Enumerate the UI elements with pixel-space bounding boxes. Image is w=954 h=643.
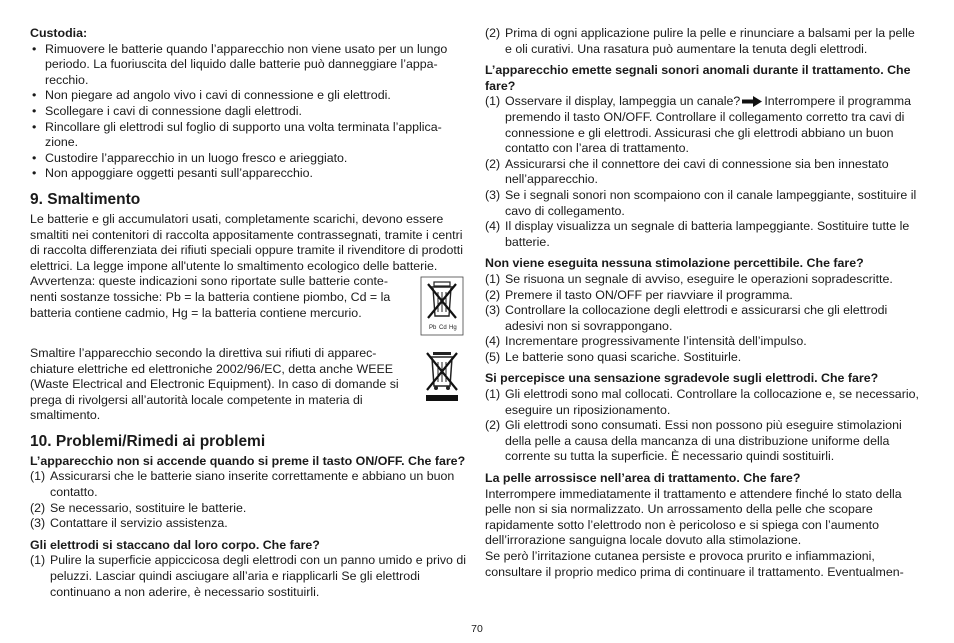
list-item <box>485 334 925 350</box>
item-text: Assicurarsi che il connettore dei cavi di connessione sia ben innestato nell’apparecchio. <box>505 156 889 187</box>
arrow-right-icon <box>742 96 762 107</box>
list-item <box>485 219 925 250</box>
battery-label-hg: Hg <box>449 325 457 332</box>
item-number: (1) <box>30 553 46 568</box>
item-text: Pulire la superficie appiccicosa degli elettrodi con un panno umido e privo di peluzzi. Lasciar quindi asciugare all’aria e riapplicarli Se gli elettrodi continuano a non aderire, è necessario sostituirli. <box>50 553 467 599</box>
item-number: (2) <box>485 26 501 40</box>
item-number: (1) <box>485 387 501 402</box>
item-number: (2) <box>485 418 501 433</box>
item-text: Se i segnali sonori non scompaiono con il canale lampeggiante, sostituire il cavo di collegamento. <box>505 187 917 218</box>
list-item <box>485 94 925 156</box>
smaltimento-title: 9. Smaltimento <box>30 190 141 208</box>
question-title: Non viene eseguita nessuna stimolazione percettibile. Che fare? <box>485 256 864 271</box>
list-item <box>30 553 470 600</box>
list-item <box>485 418 925 465</box>
item-text: Controllare la collocazione degli elettrodi e assicurarsi che gli elettrodi adesivi non si sovrappongano. <box>505 303 888 333</box>
item-text: Gli elettrodi sono consumati. Essi non possono più eseguire stimolazioni della pelle a causa della mancanza di una distribuzione uniforme della corrente su tutta la superficie. È necessario quindi sostituirli. <box>505 418 902 464</box>
list-item: • Scollegare i cavi di connessione dagli elettrodi. <box>30 104 470 120</box>
list-item <box>30 501 470 517</box>
smaltimento-paragraph-1: Le batterie e gli accumulatori usati, completamente scarichi, devono essere smaltiti nei contenitori di raccolta appositamente contrassegnati, tramite i centri di raccolta differenziata dei rifiuti speciali oppure tramite il rivenditore di prodotti elettrici. La legge impone all'utente lo smaltimento ecologico delle batterie. <box>30 211 463 273</box>
list-item: • Custodire l’apparecchio in un luogo fresco e arieggiato. <box>30 151 470 167</box>
item-number: (5) <box>485 349 501 364</box>
question-title: L’apparecchio emette segnali sonori anomali durante il trattamento. Che fare? <box>485 63 911 93</box>
list-item <box>485 288 925 304</box>
list-item: • Rincollare gli elettrodi sul foglio di supporto una volta terminata l’applicazione. <box>30 120 470 151</box>
list-item <box>30 516 470 532</box>
list-item: • Non appoggiare oggetti pesanti sull’apparecchio. <box>30 166 470 182</box>
question-title: Si percepisce una sensazione sgradevole sugli elettrodi. Che fare? <box>485 371 879 386</box>
battery-label-cd: Cd <box>439 325 447 332</box>
list-item <box>485 188 925 219</box>
battery-label-pb: Pb <box>429 325 437 332</box>
list-item <box>30 469 470 500</box>
weee-block <box>30 346 470 424</box>
custodia-list <box>30 42 470 182</box>
left-column <box>30 26 470 600</box>
custodia-title: Custodia: <box>30 26 88 40</box>
list-item <box>485 26 925 57</box>
page-number: 70 <box>471 623 483 635</box>
item-text: Se necessario, sostituire le batterie. <box>50 500 247 515</box>
paragraph: Se però l’irritazione cutanea persiste e provoca prurito e infiammazioni, consultare il proprio medico prima di continuare il trattamento. Eventualmen- <box>485 549 904 579</box>
battery-warning-block <box>30 274 470 341</box>
item-text: Gli elettrodi sono mal collocati. Controllare la collocazione e, se necessario, eseguire un riposizionamento. <box>505 387 919 417</box>
question-title: La pelle arrossisce nell’area di trattamento. Che fare? <box>485 471 801 486</box>
item-text: Contattare il servizio assistenza. <box>50 516 228 531</box>
list-item <box>485 303 925 334</box>
item-text: Le batterie sono quasi scariche. Sostituirle. <box>505 349 742 364</box>
item-text: Incrementare progressivamente l’intensità dell’impulso. <box>505 334 807 349</box>
item-text: Se risuona un segnale di avviso, eseguire le operazioni sopradescritte. <box>505 271 893 286</box>
smaltimento-paragraph-2: Avvertenza: queste indicazioni sono riportate sulle batterie contenenti sostanze tossiche: Pb = la batteria contiene piombo, Cd = la batteria contiene cadmio, Hg = la batteria contiene mercurio. <box>30 274 391 320</box>
item-number: (1) <box>30 469 46 484</box>
right-column <box>485 26 925 580</box>
item-number: (3) <box>485 187 501 202</box>
paragraph: Interrompere immediatamente il trattamento e attendere finché lo stato della pelle non si sia normalizzato. Un arrossamento della pelle che scopare rapidamente sotto l’elettrodo non è pericoloso e si spiega con l’aumento dell’irrorazione sanguigna locale dovuto alla stimolazione. <box>485 486 902 548</box>
item-number: (4) <box>485 219 501 234</box>
list-item <box>485 157 925 188</box>
list-item <box>485 387 925 418</box>
item-text: Il display visualizza un segnale di batteria lampeggiante. Sostituire tutte le batterie. <box>505 219 910 249</box>
item-text: Assicurarsi che le batterie siano inserite correttamente e abbiano un buon contatto. <box>50 469 455 500</box>
item-text <box>505 94 925 156</box>
item-text: Premere il tasto ON/OFF per riavviare il programma. <box>505 287 793 302</box>
item-number: (2) <box>485 156 501 171</box>
question-title: L’apparecchio non si accende quando si preme il tasto ON/OFF. Che fare? <box>30 453 466 468</box>
item-text: Prima di ogni applicazione pulire la pelle e rinunciare a balsami per la pelle e oli curativi. Una rasatura può aumentare la tenuta degli elettrodi. <box>505 26 915 56</box>
item-number: (3) <box>485 303 501 318</box>
question-title: Gli elettrodi si staccano dal loro corpo. Che fare? <box>30 537 320 552</box>
list-item <box>485 350 925 366</box>
item-number: (4) <box>485 334 501 349</box>
item-number: (3) <box>30 516 46 531</box>
item-number: (2) <box>485 287 501 302</box>
crossed-battery-bin-icon <box>420 276 464 336</box>
item-number: (1) <box>485 94 501 109</box>
smaltimento-paragraph-3: Smaltire l’apparecchio secondo la direttiva sui rifiuti di apparecchiature elettriche ed elettroniche 2002/96/EC, detta anche WEEE (Waste Electrical and Electronic Equipment). In caso di domande si prega di rivolgersi all’autorità locale competente in materia di smaltimento. <box>30 345 399 423</box>
list-item: • Rimuovere le batterie quando l’apparecchio non viene usato per un lungo periodo. La fuoriuscita del liquido dalle batterie può danneggiare l’apparecchio. <box>30 42 470 89</box>
weee-crossed-bin-icon <box>420 348 464 404</box>
list-item <box>485 272 925 288</box>
item-number: (1) <box>485 271 501 286</box>
item-text-post: Interrompere il programma premendo il tasto ON/OFF. Controllare il collegamento corretto tra cavi di connessione e gli elettrodi. Assicurasi che gli elettrodi abbiano un buon contatto con l’area di trattamento. <box>505 94 912 156</box>
problemi-title: 10. Problemi/Rimedi ai problemi <box>30 432 266 450</box>
list-item: • Non piegare ad angolo vivo i cavi di connessione e gli elettrodi. <box>30 88 470 104</box>
item-text-pre: Osservare il display, lampeggia un canale? <box>505 94 741 109</box>
item-number: (2) <box>30 500 46 515</box>
